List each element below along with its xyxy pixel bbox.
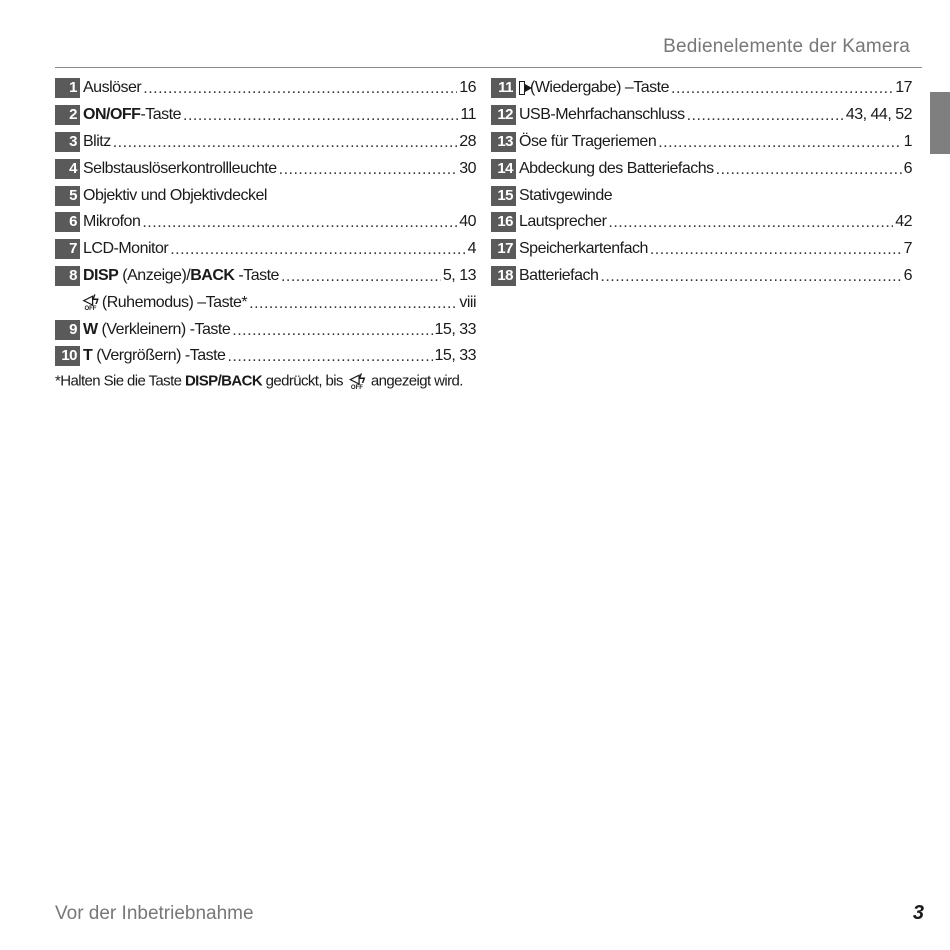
item-number-badge: 11	[491, 78, 516, 98]
page-reference: 15, 33	[434, 347, 476, 365]
item-number-badge: 7	[55, 239, 80, 259]
page-reference: 11	[460, 106, 476, 124]
leader-dots	[143, 80, 457, 98]
list-item	[491, 102, 912, 129]
list-item	[55, 75, 476, 102]
item-label: (Ruhemodus) –Taste*	[101, 293, 248, 311]
item-number-badge: 5	[55, 186, 80, 206]
page-reference: 17	[895, 79, 912, 97]
item-label: Speicherkartenfach	[519, 240, 648, 258]
list-item	[491, 75, 912, 102]
page-reference: 42	[895, 213, 912, 231]
leader-dots	[227, 348, 432, 366]
item-number-badge: 14	[491, 159, 516, 179]
item-label: Abdeckung des Batteriefachs	[519, 159, 714, 177]
page-reference: 16	[459, 79, 476, 97]
item-label: Objektiv und Objektivdeckel	[83, 186, 267, 204]
leader-dots	[650, 241, 902, 259]
item-label: T (Vergrößern) -Taste	[83, 347, 226, 365]
list-item	[491, 129, 912, 156]
leader-dots	[183, 107, 458, 125]
leader-dots	[658, 134, 901, 152]
item-number-badge: 6	[55, 212, 80, 232]
item-number-badge: 4	[55, 159, 80, 179]
leader-dots	[279, 161, 458, 179]
leader-dots	[600, 268, 901, 286]
footnote: *Halten Sie die Taste DISP/BACK gedrückt, bis ◁ϟ OFF angezeigt wird.	[55, 371, 463, 391]
list-item	[55, 343, 476, 370]
leader-dots	[249, 295, 457, 313]
item-label: USB-Mehrfachanschluss	[519, 106, 685, 124]
footer-section-title: Vor der Inbetriebnahme	[55, 903, 254, 924]
list-item	[55, 289, 476, 316]
item-label: LCD-Monitor	[83, 240, 169, 258]
list-item	[491, 182, 912, 209]
quiet-mode-icon: ◁ϟ OFF	[349, 371, 365, 391]
item-number-badge: 2	[55, 105, 80, 125]
list-item	[55, 209, 476, 236]
list-item	[491, 155, 912, 182]
leader-dots	[113, 134, 457, 152]
page-reference: 30	[459, 159, 476, 177]
page-reference: 43, 44, 52	[845, 106, 912, 124]
leader-dots	[142, 214, 457, 232]
item-number-badge: 1	[55, 78, 80, 98]
list-item	[55, 263, 476, 290]
item-number-badge: 15	[491, 186, 516, 206]
page-reference: 1	[903, 132, 912, 150]
page-header-title: Bedienelemente der Kamera	[663, 36, 910, 57]
list-item	[55, 236, 476, 263]
item-label: DISP (Anzeige)/BACK -Taste	[83, 266, 279, 284]
page-reference: 4	[467, 240, 476, 258]
item-number-badge: 10	[55, 346, 80, 366]
leader-dots	[170, 241, 465, 259]
item-number-badge: 13	[491, 132, 516, 152]
item-number-badge: 12	[491, 105, 516, 125]
page-reference: 15, 33	[434, 320, 476, 338]
leader-dots	[687, 107, 844, 125]
item-number-badge: 16	[491, 212, 516, 232]
playback-icon	[519, 81, 525, 95]
item-label: Batteriefach	[519, 266, 599, 284]
leader-dots	[716, 161, 902, 179]
item-label: Öse für Trageriemen	[519, 132, 657, 150]
page-number: 3	[912, 902, 924, 924]
page-reference: 6	[903, 266, 912, 284]
item-label: Auslöser	[83, 79, 142, 97]
item-label: W (Verkleinern) -Taste	[83, 320, 231, 338]
page-reference: viii	[459, 293, 476, 311]
page-reference: 28	[459, 132, 476, 150]
quiet-mode-icon: ◁ϟ OFF	[83, 292, 98, 313]
item-label: Mikrofon	[83, 213, 141, 231]
list-item	[491, 209, 912, 236]
item-label: Blitz	[83, 132, 111, 150]
item-label: Lautsprecher	[519, 213, 607, 231]
item-label: Selbstauslöserkontrollleuchte	[83, 159, 277, 177]
page-reference: 6	[903, 159, 912, 177]
section-thumb-tab	[930, 92, 950, 154]
leader-dots	[281, 268, 441, 286]
page-reference: 5, 13	[442, 266, 476, 284]
list-item	[55, 155, 476, 182]
list-item	[55, 129, 476, 156]
item-number-badge: 17	[491, 239, 516, 259]
leader-dots	[671, 80, 893, 98]
list-item	[55, 102, 476, 129]
leader-dots	[232, 322, 432, 340]
item-label: (Wiedergabe) –Taste	[530, 79, 670, 97]
item-number-badge: 3	[55, 132, 80, 152]
header-rule	[55, 67, 922, 68]
item-number-badge: 8	[55, 266, 80, 286]
list-item	[491, 263, 912, 290]
leader-dots	[608, 214, 893, 232]
item-number-badge: 9	[55, 320, 80, 340]
list-item	[491, 236, 912, 263]
list-item	[55, 316, 476, 343]
item-number-badge: 18	[491, 266, 516, 286]
page-reference: 7	[903, 240, 912, 258]
item-label: ON/OFF-Taste	[83, 106, 182, 124]
page-reference: 40	[459, 213, 476, 231]
parts-list-left	[55, 75, 476, 370]
list-item	[55, 182, 476, 209]
item-label: Stativgewinde	[519, 186, 613, 204]
parts-list-right	[491, 75, 912, 289]
